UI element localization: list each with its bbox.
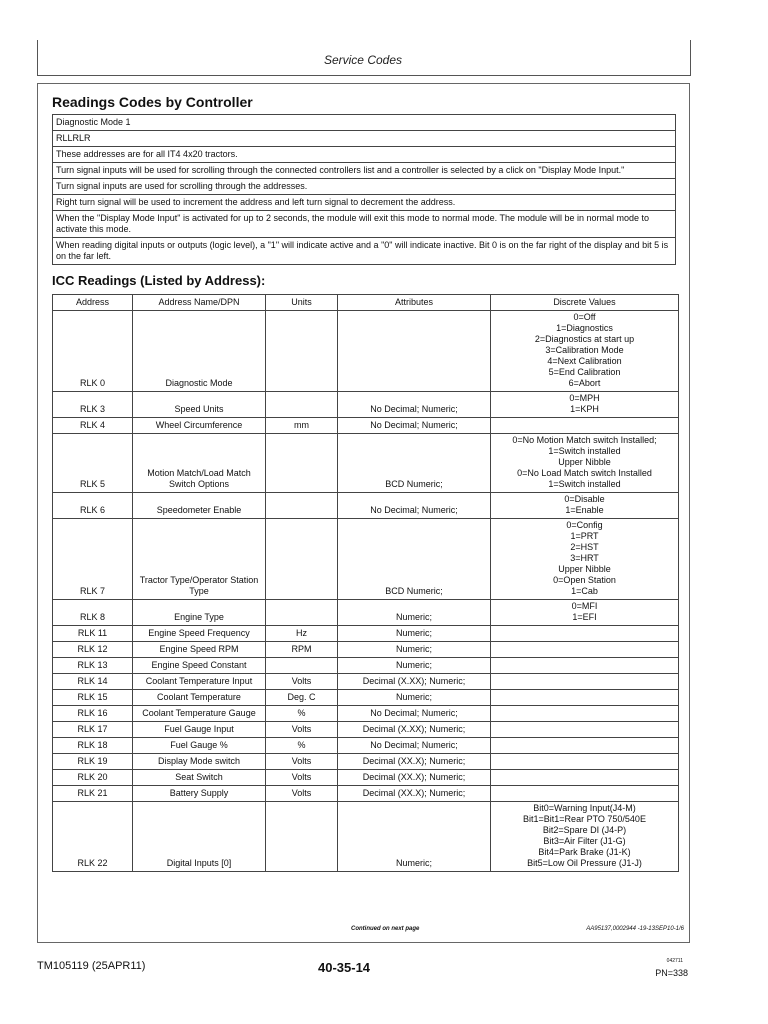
value-line: 1=Switch installed <box>548 446 621 456</box>
attributes-cell: Decimal (XX.X); Numeric; <box>338 770 491 786</box>
value-line: 0=No Load Match switch Installed <box>517 468 652 478</box>
attributes-cell: Numeric; <box>338 690 491 706</box>
values-cell <box>491 802 679 872</box>
attributes-cell: Numeric; <box>338 802 491 872</box>
manual-number: TM105119 (25APR11) <box>37 960 146 972</box>
values-cell <box>491 434 679 493</box>
units-cell: Hz <box>266 626 338 642</box>
value-line: 6=Abort <box>568 378 601 388</box>
continued-note: Continued on next page <box>351 926 420 932</box>
units-cell: % <box>266 738 338 754</box>
name-cell: Engine Type <box>133 600 266 626</box>
attributes-cell <box>338 311 491 392</box>
name-cell: Wheel Circumference <box>133 418 266 434</box>
info-cell: RLLRLR <box>53 131 676 147</box>
values-cell <box>491 706 679 722</box>
value-line: 1=Diagnostics <box>556 323 613 333</box>
value-line: 5=End Calibration <box>548 367 621 377</box>
values-cell <box>491 642 679 658</box>
address-cell: RLK 6 <box>53 493 133 519</box>
value-line: Bit1=Bit1=Rear PTO 750/540E <box>523 814 646 824</box>
info-row <box>53 195 676 211</box>
info-cell: When reading digital inputs or outputs (logic level), a "1" will indicate active and a "0" will indicate inactive. Bit 0 is on the far right of the display and bit 5 is on the far left. <box>53 238 676 265</box>
name-cell: Tractor Type/Operator Station Type <box>133 519 266 600</box>
section-title: Readings Codes by Controller <box>52 94 253 110</box>
table-row <box>53 674 679 690</box>
units-cell <box>266 311 338 392</box>
value-line: 1=KPH <box>570 404 599 414</box>
col-header-values: Discrete Values <box>491 295 679 311</box>
units-cell: % <box>266 706 338 722</box>
units-cell <box>266 802 338 872</box>
values-cell <box>491 626 679 642</box>
value-line: Bit5=Low Oil Pressure (J1-J) <box>527 858 642 868</box>
table-row <box>53 722 679 738</box>
values-cell <box>491 738 679 754</box>
table-row <box>53 786 679 802</box>
values-cell <box>491 418 679 434</box>
info-row <box>53 115 676 131</box>
address-cell: RLK 22 <box>53 802 133 872</box>
value-line: 0=No Motion Match switch Installed; <box>512 435 657 445</box>
units-cell: Deg. C <box>266 690 338 706</box>
value-line: 1=PRT <box>570 531 599 541</box>
attributes-cell: Numeric; <box>338 600 491 626</box>
name-cell: Speed Units <box>133 392 266 418</box>
table-row <box>53 311 679 392</box>
readings-table <box>52 294 679 872</box>
values-cell <box>491 519 679 600</box>
attributes-cell: Decimal (XX.X); Numeric; <box>338 754 491 770</box>
values-cell <box>491 392 679 418</box>
value-line: Bit3=Air Filter (J1-G) <box>543 836 626 846</box>
value-line: Upper Nibble <box>558 564 611 574</box>
address-cell: RLK 17 <box>53 722 133 738</box>
attributes-cell: Numeric; <box>338 642 491 658</box>
value-line: 0=MPH <box>569 393 600 403</box>
values-cell <box>491 690 679 706</box>
values-cell <box>491 786 679 802</box>
value-line: Bit2=Spare DI (J4-P) <box>542 825 627 835</box>
col-header-units: Units <box>266 295 338 311</box>
value-line: Bit4=Park Brake (J1-K) <box>538 847 631 857</box>
value-line: 4=Next Calibration <box>547 356 622 366</box>
units-cell: Volts <box>266 674 338 690</box>
units-cell: RPM <box>266 642 338 658</box>
address-cell: RLK 7 <box>53 519 133 600</box>
values-cell <box>491 770 679 786</box>
values-cell <box>491 311 679 392</box>
address-cell: RLK 0 <box>53 311 133 392</box>
table-row <box>53 600 679 626</box>
units-cell: mm <box>266 418 338 434</box>
sub-title: ICC Readings (Listed by Address): <box>52 273 266 288</box>
info-row <box>53 163 676 179</box>
value-line: Bit0=Warning Input(J4-M) <box>533 803 636 813</box>
name-cell: Engine Speed RPM <box>133 642 266 658</box>
value-line: 1=Enable <box>565 505 604 515</box>
name-cell: Coolant Temperature Input <box>133 674 266 690</box>
units-cell <box>266 658 338 674</box>
value-line: 2=Diagnostics at start up <box>534 334 635 344</box>
name-cell: Engine Speed Constant <box>133 658 266 674</box>
values-cell <box>491 722 679 738</box>
info-row <box>53 179 676 195</box>
address-cell: RLK 5 <box>53 434 133 493</box>
values-cell <box>491 658 679 674</box>
address-cell: RLK 15 <box>53 690 133 706</box>
address-cell: RLK 13 <box>53 658 133 674</box>
address-cell: RLK 11 <box>53 626 133 642</box>
address-cell: RLK 18 <box>53 738 133 754</box>
table-row <box>53 626 679 642</box>
value-line: 0=Disable <box>564 494 605 504</box>
units-cell <box>266 434 338 493</box>
info-row <box>53 238 676 265</box>
attributes-cell: No Decimal; Numeric; <box>338 493 491 519</box>
value-line: 1=Cab <box>571 586 598 596</box>
units-cell <box>266 493 338 519</box>
name-cell: Engine Speed Frequency <box>133 626 266 642</box>
table-row <box>53 658 679 674</box>
table-row <box>53 738 679 754</box>
address-cell: RLK 12 <box>53 642 133 658</box>
units-cell: Volts <box>266 770 338 786</box>
value-line: 3=Calibration Mode <box>545 345 624 355</box>
value-line: 1=EFI <box>572 612 597 622</box>
col-header-name: Address Name/DPN <box>133 295 266 311</box>
value-line: 2=HST <box>570 542 599 552</box>
attributes-cell: No Decimal; Numeric; <box>338 392 491 418</box>
info-cell: Right turn signal will be used to increment the address and left turn signal to decrement the address. <box>53 195 676 211</box>
info-table <box>52 114 676 265</box>
name-cell: Coolant Temperature <box>133 690 266 706</box>
name-cell: Battery Supply <box>133 786 266 802</box>
header-title: Service Codes <box>323 53 403 67</box>
print-code: 042711 <box>666 958 683 964</box>
col-header-attributes: Attributes <box>338 295 491 311</box>
table-row <box>53 493 679 519</box>
table-row <box>53 642 679 658</box>
table-header-row <box>53 295 679 311</box>
name-cell: Seat Switch <box>133 770 266 786</box>
address-cell: RLK 4 <box>53 418 133 434</box>
attributes-cell: No Decimal; Numeric; <box>338 738 491 754</box>
info-row <box>53 131 676 147</box>
table-row <box>53 392 679 418</box>
value-line: 0=Config <box>566 520 603 530</box>
attributes-cell: Decimal (XX.X); Numeric; <box>338 786 491 802</box>
table-row <box>53 418 679 434</box>
table-row <box>53 519 679 600</box>
info-row <box>53 147 676 163</box>
info-cell: Turn signal inputs are used for scrolling through the addresses. <box>53 179 676 195</box>
name-cell: Motion Match/Load Match Switch Options <box>133 434 266 493</box>
values-cell <box>491 493 679 519</box>
address-cell: RLK 16 <box>53 706 133 722</box>
units-cell <box>266 392 338 418</box>
info-row <box>53 211 676 238</box>
values-cell <box>491 674 679 690</box>
attributes-cell: Decimal (X.XX); Numeric; <box>338 674 491 690</box>
info-cell: Turn signal inputs will be used for scrolling through the connected controllers list and a controller is selected by a click on "Display Mode Input." <box>53 163 676 179</box>
attributes-cell: Decimal (X.XX); Numeric; <box>338 722 491 738</box>
name-cell: Digital Inputs [0] <box>133 802 266 872</box>
values-cell <box>491 600 679 626</box>
units-cell: Volts <box>266 786 338 802</box>
page-number: 40-35-14 <box>318 960 371 975</box>
col-header-address: Address <box>53 295 133 311</box>
table-row <box>53 802 679 872</box>
address-cell: RLK 8 <box>53 600 133 626</box>
units-cell: Volts <box>266 754 338 770</box>
name-cell: Speedometer Enable <box>133 493 266 519</box>
attributes-cell: Numeric; <box>338 658 491 674</box>
address-cell: RLK 3 <box>53 392 133 418</box>
units-cell <box>266 600 338 626</box>
table-row <box>53 690 679 706</box>
value-line: Upper Nibble <box>558 457 611 467</box>
attributes-cell: Numeric; <box>338 626 491 642</box>
table-row <box>53 754 679 770</box>
name-cell: Display Mode switch <box>133 754 266 770</box>
attributes-cell: BCD Numeric; <box>338 519 491 600</box>
units-cell <box>266 519 338 600</box>
table-row <box>53 706 679 722</box>
info-cell: Diagnostic Mode 1 <box>53 115 676 131</box>
name-cell: Fuel Gauge Input <box>133 722 266 738</box>
attributes-cell: No Decimal; Numeric; <box>338 418 491 434</box>
value-line: 0=Open Station <box>553 575 616 585</box>
values-cell <box>491 754 679 770</box>
value-line: 1=Switch installed <box>548 479 621 489</box>
name-cell: Diagnostic Mode <box>133 311 266 392</box>
units-cell: Volts <box>266 722 338 738</box>
name-cell: Coolant Temperature Gauge <box>133 706 266 722</box>
table-row <box>53 770 679 786</box>
info-cell: When the "Display Mode Input" is activated for up to 2 seconds, the module will exit this mode to normal mode. The module will be in normal mode to activate this mode. <box>53 211 676 238</box>
address-cell: RLK 20 <box>53 770 133 786</box>
pn-number: PN=338 <box>655 968 688 978</box>
info-cell: These addresses are for all IT4 4x20 tractors. <box>53 147 676 163</box>
table-row <box>53 434 679 493</box>
address-cell: RLK 19 <box>53 754 133 770</box>
name-cell: Fuel Gauge % <box>133 738 266 754</box>
attributes-cell: BCD Numeric; <box>338 434 491 493</box>
address-cell: RLK 21 <box>53 786 133 802</box>
reference-code: AA95137,0002944 -19-13SEP10-1/6 <box>586 926 684 932</box>
address-cell: RLK 14 <box>53 674 133 690</box>
value-line: 3=HRT <box>570 553 599 563</box>
value-line: 0=MFI <box>571 601 598 611</box>
value-line: 0=Off <box>573 312 596 322</box>
attributes-cell: No Decimal; Numeric; <box>338 706 491 722</box>
